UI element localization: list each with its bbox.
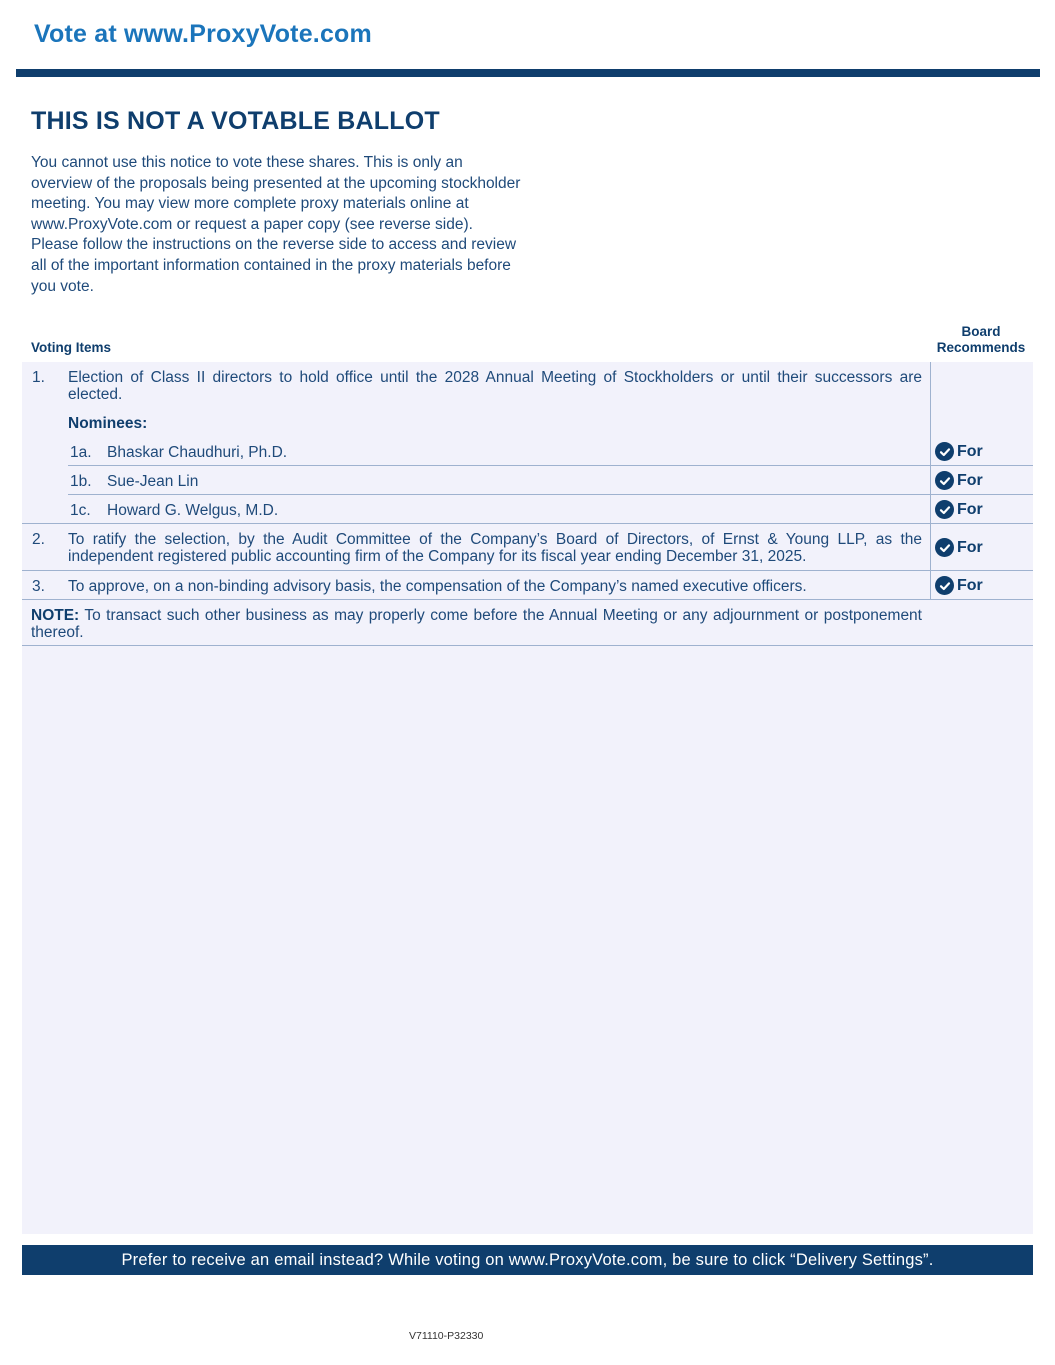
notice-heading: THIS IS NOT A VOTABLE BALLOT <box>31 107 440 135</box>
notice-body: You cannot use this notice to vote these shares. This is only an overview of the proposals being presented at the upcoming stockholder meeting. You may view more complete proxy materials online at www.ProxyVote.com or request a paper copy (see reverse side). Please follow the instructions on the reverse side to access and review all of the important information contained in the proxy materials before you vote. <box>31 154 521 295</box>
nominee-1c-number: 1c. <box>70 502 91 519</box>
recommendation-label: For <box>957 500 983 518</box>
item-1-text: Election of Class II directors to hold office until the 2028 Annual Meeting of Stockholders or until their successors are elected. <box>68 369 922 403</box>
recommendation-label: For <box>957 576 983 594</box>
column-header-board-recommends <box>930 324 1032 356</box>
recommendation-label: For <box>957 538 983 556</box>
check-circle-icon <box>935 538 954 557</box>
nominee-1a-recommendation <box>935 442 983 461</box>
row-divider <box>22 645 1033 646</box>
column-header-board-line2: Recommends <box>936 340 1026 355</box>
document-code: V71110-P32330 <box>409 1330 484 1342</box>
item-2-text: To ratify the selection, by the Audit Committee of the Company’s Board of Directors, of Ernst & Young LLP, as the independent registered public accounting firm of the Company for its fiscal year ending December 31, 2025. <box>68 531 922 565</box>
item-1-number: 1. <box>32 369 45 386</box>
recommendation-label: For <box>957 442 983 460</box>
row-divider <box>22 570 1033 571</box>
check-circle-icon <box>935 471 954 490</box>
nominees-label: Nominees: <box>68 415 148 432</box>
note-text <box>31 607 922 641</box>
note-body: To transact such other business as may properly come before the Annual Meeting or any adjournment or postponement thereof. <box>31 607 922 641</box>
nominee-1b-number: 1b. <box>70 473 92 490</box>
item-3-text: To approve, on a non-binding advisory basis, the compensation of the Company’s named executive officers. <box>68 578 807 595</box>
nominee-1c-recommendation <box>935 500 983 519</box>
nominee-1c-name: Howard G. Welgus, M.D. <box>107 502 279 519</box>
item-2-number: 2. <box>32 531 45 548</box>
row-divider <box>22 599 1033 600</box>
row-divider <box>68 494 1033 495</box>
page-header-title: Vote at www.ProxyVote.com <box>34 20 372 48</box>
nominee-1b-recommendation <box>935 471 983 490</box>
column-header-board-line1: Board <box>961 324 1001 339</box>
voting-items-panel <box>22 362 1033 1234</box>
row-divider <box>68 465 1033 466</box>
column-header-voting-items: Voting Items <box>31 340 112 355</box>
check-circle-icon <box>935 442 954 461</box>
email-delivery-banner: Prefer to receive an email instead? While voting on www.ProxyVote.com, be sure to click “Delivery Settings”. <box>22 1245 1033 1275</box>
recommendation-label: For <box>957 471 983 489</box>
item-3-number: 3. <box>32 578 45 595</box>
item-3-recommendation <box>935 576 983 595</box>
item-2-recommendation <box>935 538 983 557</box>
nominee-1a-name: Bhaskar Chaudhuri, Ph.D. <box>107 444 288 461</box>
recommendation-column-divider <box>930 362 931 599</box>
nominee-1b-name: Sue-Jean Lin <box>107 473 199 490</box>
nominee-1a-number: 1a. <box>70 444 92 461</box>
check-circle-icon <box>935 500 954 519</box>
row-divider <box>22 523 1033 524</box>
check-circle-icon <box>935 576 954 595</box>
header-divider <box>16 69 1040 77</box>
note-label: NOTE: <box>31 607 80 624</box>
